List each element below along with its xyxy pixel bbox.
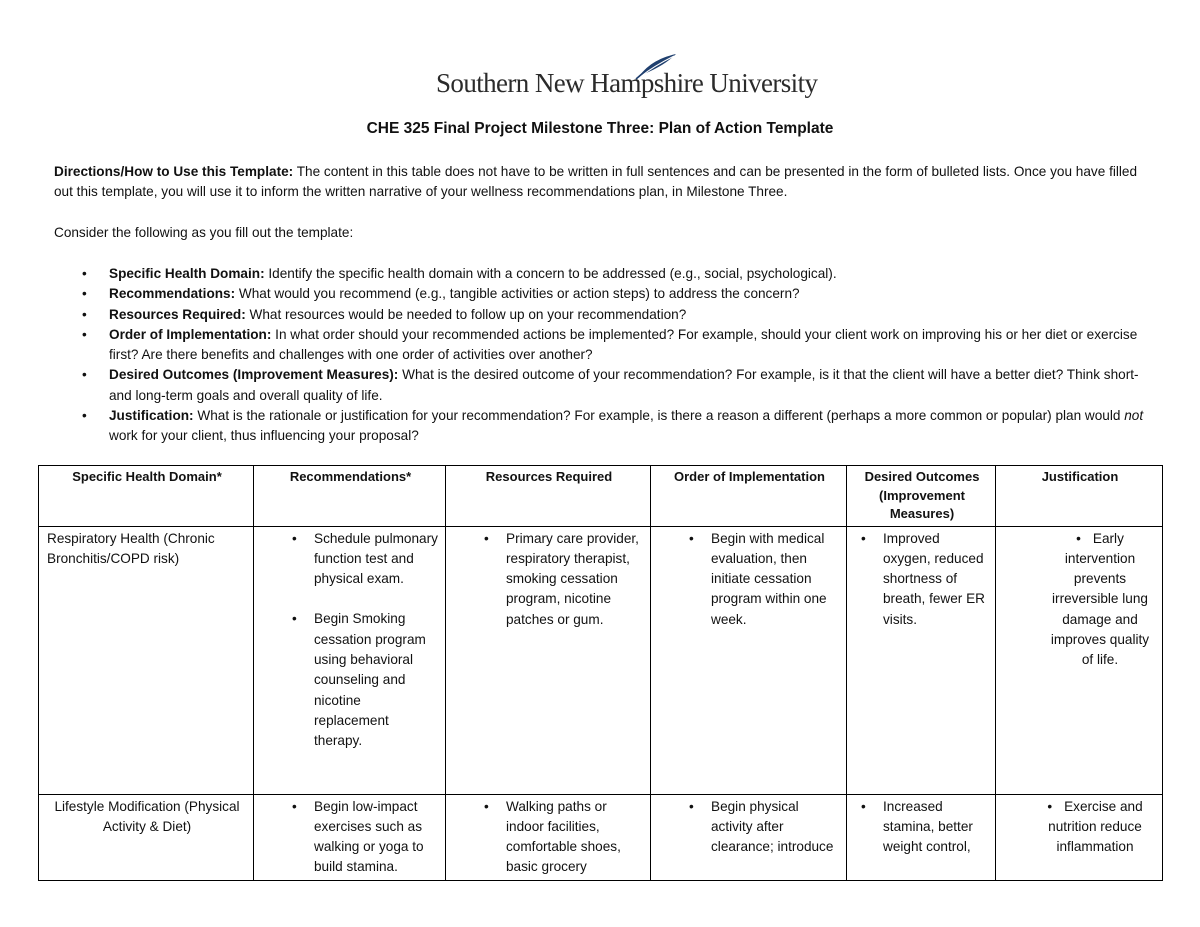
- domain-cell: Lifestyle Modification (Physical Activity & Diet): [39, 794, 254, 880]
- consider-paragraph: Consider the following as you fill out the template:: [54, 225, 354, 240]
- list-item: • Improved oxygen, reduced shortness of breath, fewer ER visits.: [831, 529, 989, 630]
- table-row: [39, 794, 1163, 880]
- guideline-label: Order of Implementation:: [109, 326, 272, 342]
- column-header-recommendations: Recommendations*: [254, 466, 446, 527]
- column-header-justification: Justification: [996, 466, 1163, 527]
- guideline-label: Resources Required:: [109, 306, 246, 322]
- list-item: [54, 325, 1154, 366]
- list-item: [54, 305, 1154, 325]
- list-item: [54, 264, 1154, 284]
- guideline-text: What would you recommend (e.g., tangible activities or action steps) to address the concern?: [235, 286, 800, 302]
- guideline-text: What is the desired outcome of your recommendation? For example, is it that the client will have a better diet? Think short- and long-term goals and overall quality of life.: [109, 367, 1139, 403]
- guideline-label: Recommendations:: [109, 286, 236, 302]
- university-name: Southern New Hampshire University: [436, 68, 818, 98]
- column-header-outcomes: Desired Outcomes (Improvement Measures): [847, 466, 996, 527]
- resources-cell: [446, 794, 651, 880]
- list-item: [54, 365, 1154, 406]
- directions-paragraph: [54, 162, 1154, 203]
- guideline-label: Specific Health Domain:: [109, 266, 265, 281]
- list-item: • Schedule pulmonary function test and physical exam.: [262, 529, 439, 590]
- list-item: • Early intervention prevents irreversible lung damage and improves quality of life.: [1044, 529, 1156, 671]
- list-item: • Increased stamina, better weight control,: [831, 797, 989, 858]
- list-item: • Begin with medical evaluation, then initiate cessation program within one week.: [659, 529, 840, 630]
- guideline-text-end: work for your client, thus influencing your proposal?: [109, 428, 419, 444]
- leaf-icon: [634, 52, 678, 80]
- guideline-text: In what order should your recommended actions be implemented? For example, should your client work on improving his or her diet or exercise first? Are there benefits and challenges with one order of activities over another?: [109, 326, 1138, 363]
- justification-cell: [996, 794, 1163, 880]
- list-item: • Primary care provider, respiratory therapist, smoking cessation program, nicotine patches or gum.: [454, 529, 644, 630]
- list-item: • Walking paths or indoor facilities, comfortable shoes, basic grocery: [454, 797, 644, 878]
- recommendations-cell: [254, 794, 446, 880]
- directions-label: Directions/How to Use this Template:: [54, 164, 294, 179]
- column-header-order: Order of Implementation: [651, 466, 847, 527]
- guideline-label: Desired Outcomes (Improvement Measures):: [109, 367, 399, 383]
- guideline-label: Justification:: [109, 408, 194, 424]
- order-cell: [651, 794, 847, 880]
- resources-cell: [446, 526, 651, 794]
- list-item: • Begin physical activity after clearance; introduce: [659, 797, 840, 858]
- column-header-domain: Specific Health Domain*: [39, 466, 254, 527]
- justification-cell: [996, 526, 1163, 794]
- column-header-resources: Resources Required: [446, 466, 651, 527]
- outcomes-cell: [847, 526, 996, 794]
- directions-text: The content in this table does not have to be written in full sentences and can be presented in the form of bulleted lists. Once you have filled out this template, you will use it to inform the written narrative of your wellness recommendations plan, in Milestone Three.: [54, 164, 1138, 200]
- guideline-list: [54, 264, 1154, 447]
- outcomes-cell: [847, 794, 996, 880]
- domain-cell: Respiratory Health (Chronic Bronchitis/COPD risk): [39, 526, 254, 794]
- plan-of-action-table: [38, 465, 1163, 881]
- list-item: • Begin low-impact exercises such as walking or yoga to build stamina.: [262, 797, 439, 878]
- table-row: [39, 526, 1163, 794]
- order-cell: [651, 526, 847, 794]
- guideline-text: What resources would be needed to follow up on your recommendation?: [245, 306, 687, 322]
- guideline-emphasis: not: [1124, 408, 1144, 424]
- document-title: CHE 325 Final Project Milestone Three: Plan of Action Template: [366, 120, 834, 137]
- university-logo: [436, 52, 818, 104]
- recommendations-cell: [254, 526, 446, 794]
- list-item: • Begin Smoking cessation program using behavioral counseling and nicotine replacement therapy.: [262, 609, 439, 751]
- list-item: [54, 406, 1154, 447]
- list-item: • Exercise and nutrition reduce inflammation: [1034, 797, 1156, 858]
- guideline-text: Identify the specific health domain with a concern to be addressed (e.g., social, psychological).: [264, 266, 837, 281]
- guideline-text: What is the rationale or justification for your recommendation? For example, is there a reason a different (perhaps a more common or popular) plan would: [193, 408, 1125, 424]
- table-header-row: [39, 466, 1163, 527]
- list-item: [54, 284, 1154, 304]
